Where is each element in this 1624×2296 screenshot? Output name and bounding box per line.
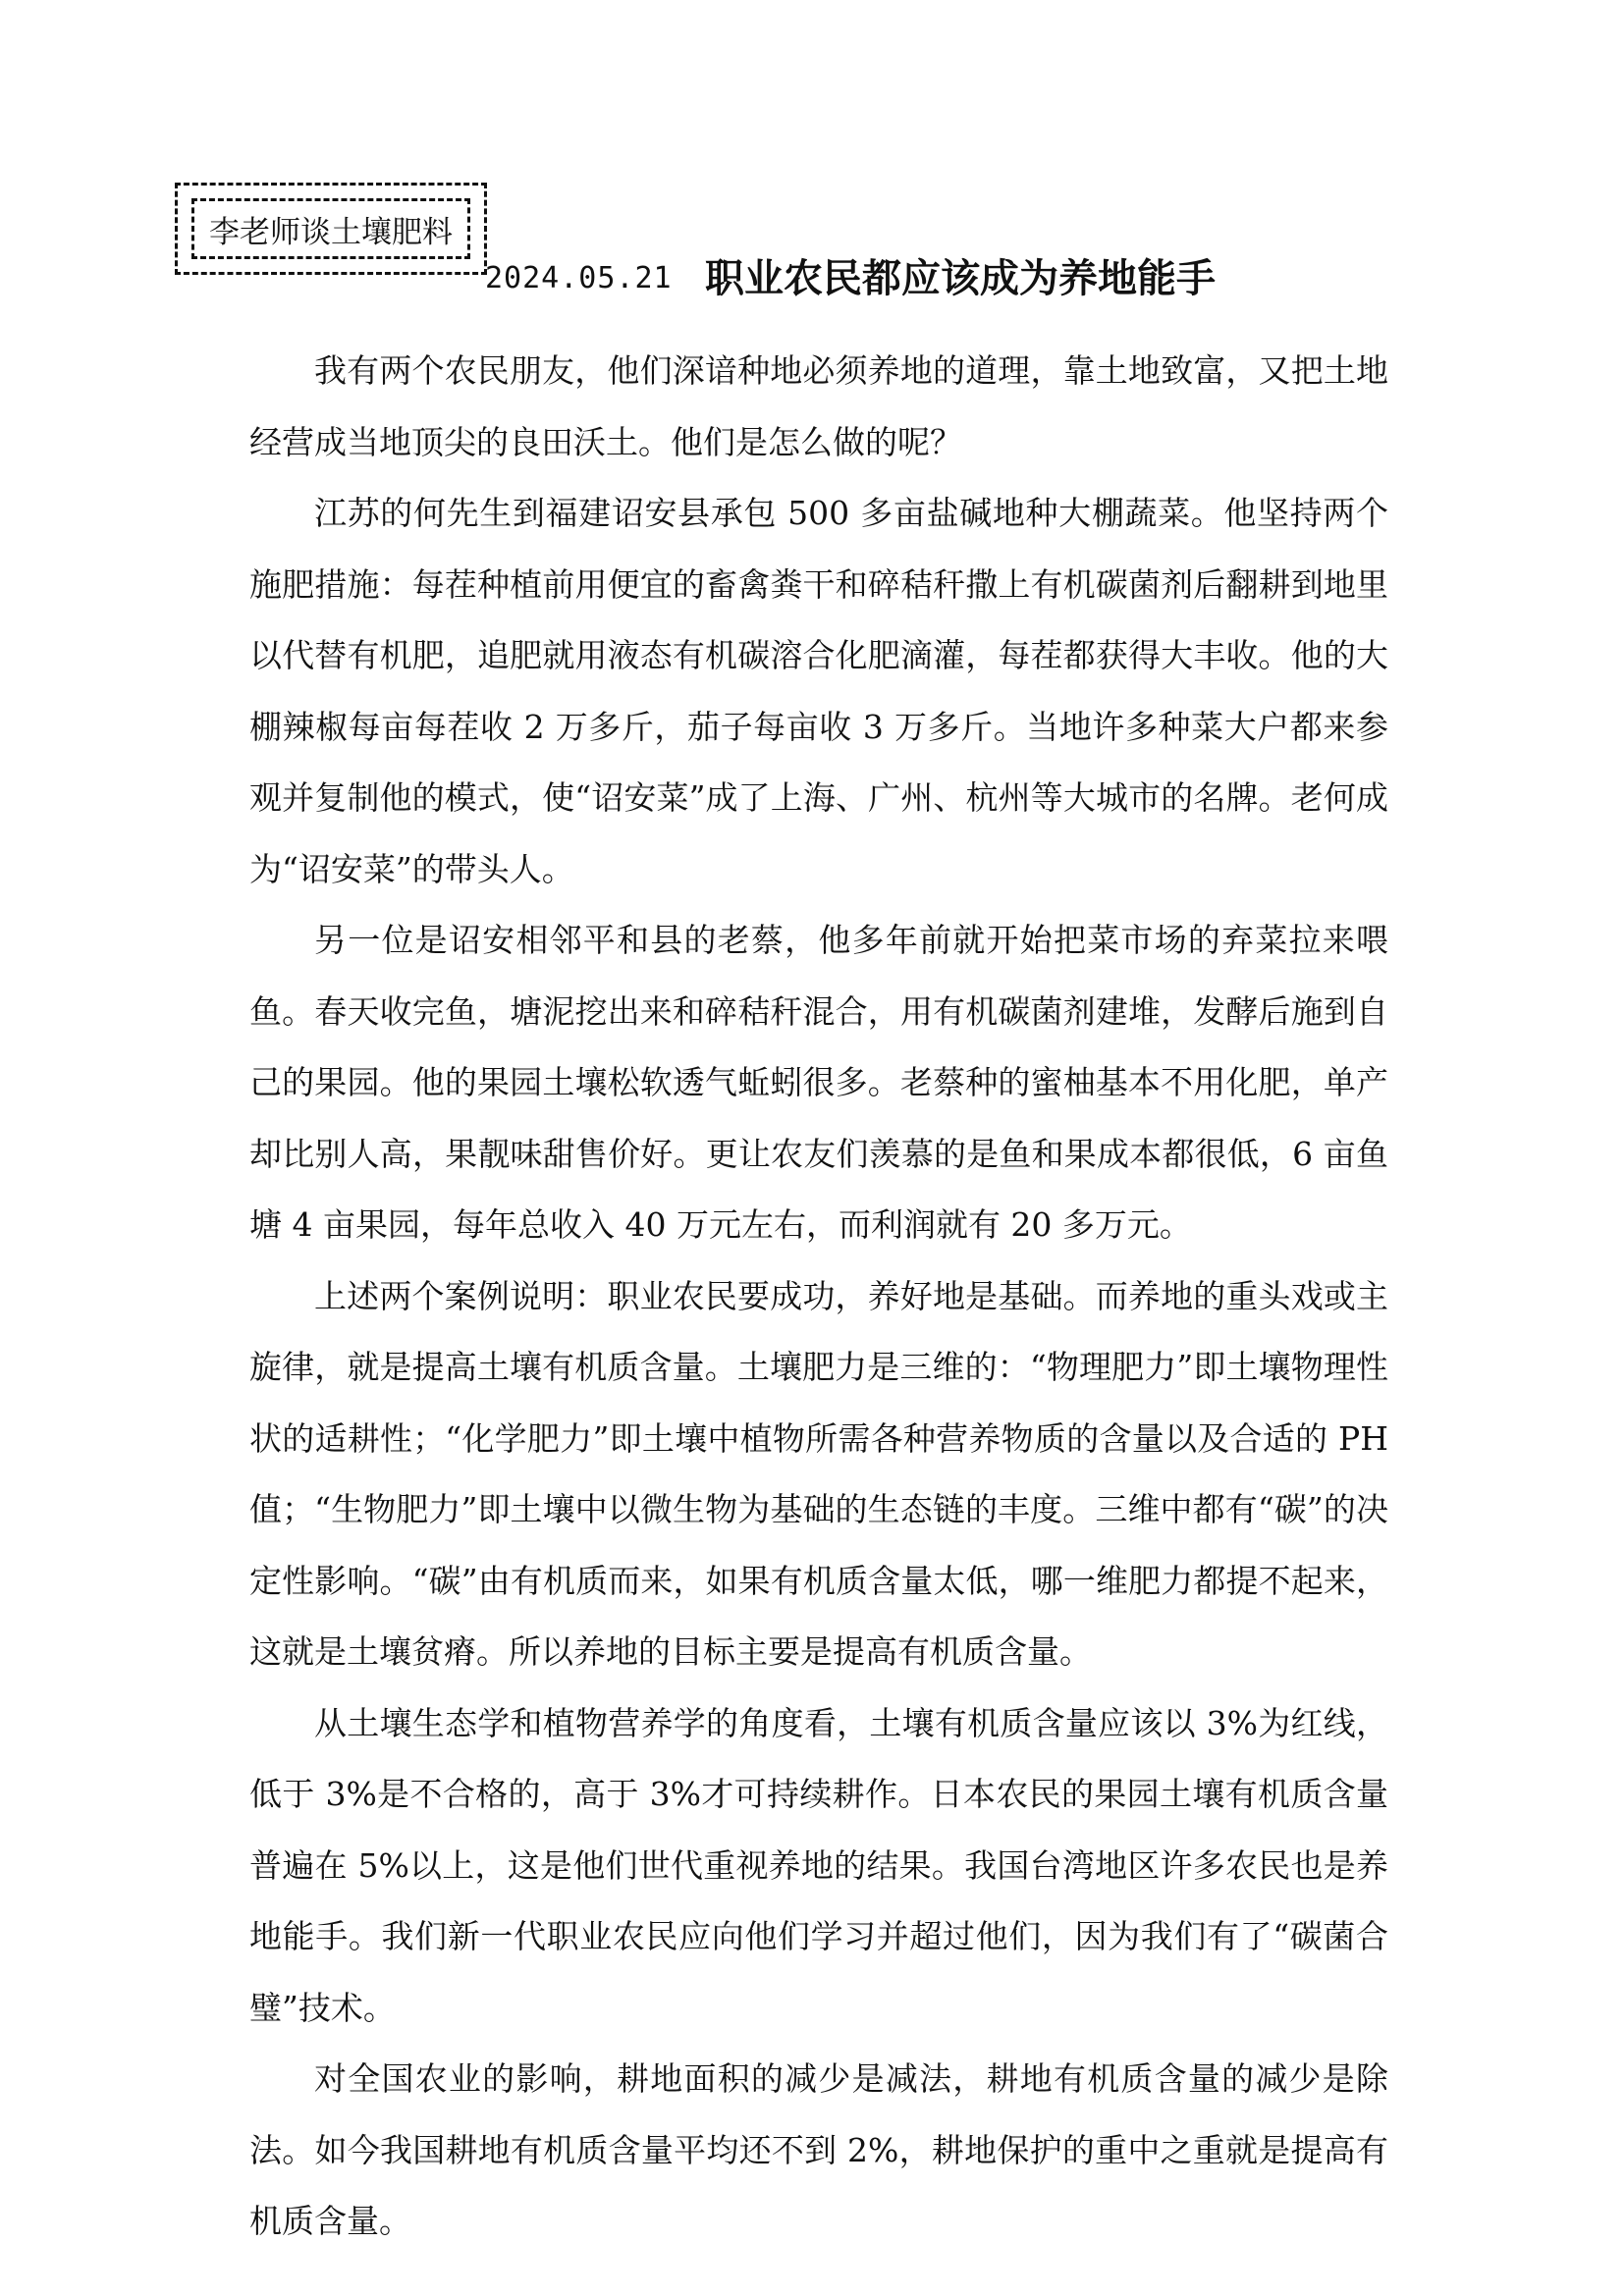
column-tag: 李老师谈土壤肥料: [191, 198, 470, 259]
article-date: 2024.05.21: [485, 261, 673, 295]
paragraph: 上述两个案例说明：职业农民要成功，养好地是基础。而养地的重头戏或主旋律，就是提高土壤有机质含量。土壤肥力是三维的：“物理肥力”即土壤物理性状的适耕性；“化学肥力”即土壤中植物所需各种营养物质的含量以及合适的 PH 值；“生物肥力”即土壤中以微生物为基础的生态链的丰度。三维中都有“碳”的决定性影响。“碳”由有机质而来，如果有机质含量太低，哪一维肥力都提不起来，这就是土壤贫瘠。所以养地的目标主要是提高有机质含量。: [249, 1276, 1388, 1671]
column-tag-box: [175, 183, 487, 275]
paragraph: 从土壤生态学和植物营养学的角度看，土壤有机质含量应该以 3%为红线，低于 3%是不合格的，高于 3%才可持续耕作。日本农民的果园土壤有机质含量普遍在 5%以上，这是他们世代重视养地的结果。我国台湾地区许多农民也是养地能手。我们新一代职业农民应向他们学习并超过他们，因为我们有了“碳菌合璧”技术。: [249, 1703, 1388, 2027]
paragraph: 我有两个农民朋友，他们深谙种地必须养地的道理，靠土地致富，又把土地经营成当地顶尖的良田沃土。他们是怎么做的呢？: [249, 351, 1388, 461]
paragraph: 江苏的何先生到福建诏安县承包 500 多亩盐碱地种大棚蔬菜。他坚持两个施肥措施：每茬种植前用便宜的畜禽粪干和碎秸秆撒上有机碳菌剂后翻耕到地里以代替有机肥，追肥就用液态有机碳溶合化肥滴灌，每茬都获得大丰收。他的大棚辣椒每亩每茬收 2 万多斤，茄子每亩收 3 万多斤。当地许多种菜大户都来参观并复制他的模式，使“诏安菜”成了上海、广州、杭州等大城市的名牌。老何成为“诏安菜”的带头人。: [249, 494, 1388, 888]
paragraph: 对全国农业的影响，耕地面积的减少是减法，耕地有机质含量的减少是除法。如今我国耕地有机质含量平均还不到 2%，耕地保护的重中之重就是提高有机质含量。: [249, 2059, 1388, 2240]
article-title: 职业农民都应该成为养地能手: [705, 256, 1216, 301]
paragraph: 另一位是诏安相邻平和县的老蔡，他多年前就开始把菜市场的弃菜拉来喂鱼。春天收完鱼，塘泥挖出来和碎秸秆混合，用有机碳菌剂建堆，发酵后施到自己的果园。他的果园土壤松软透气蚯蚓很多。老蔡种的蜜柚基本不用化肥，单产却比别人高，果靓味甜售价好。更让农友们羡慕的是鱼和果成本都很低，6 亩鱼塘 4 亩果园，每年总收入 40 万元左右，而利润就有 20 多万元。: [249, 921, 1388, 1244]
article-body: [249, 336, 1388, 2258]
